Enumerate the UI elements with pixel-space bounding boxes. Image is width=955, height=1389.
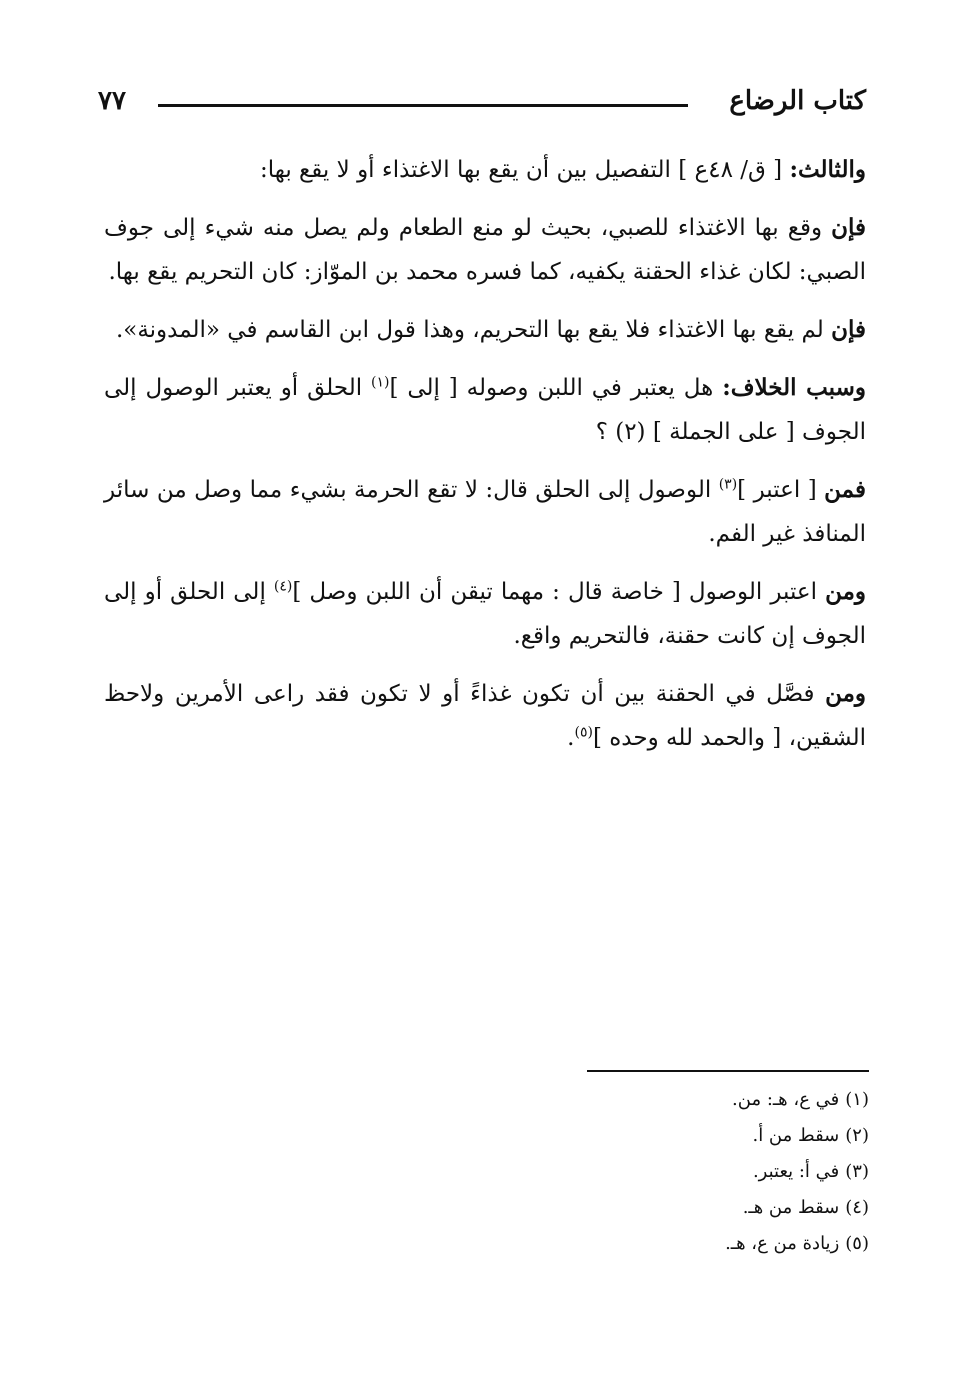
paragraph-tail: الوصول إلى الحلق قال: لا تقع الحرمة بشيء مما وصل من سائر المنافذ غير الفم.	[104, 477, 866, 547]
footnote-item	[469, 1082, 869, 1118]
paragraph-text: وقع بها الاغتذاء للصبي، بحيث لو منع الطعام ولم يصل منه شيء إلى جوف الصبي: لكان غذاء الحقنة يكفيه، كما فسره محمد بن الموّاز: كان التحريم يقع بها.	[104, 215, 866, 285]
paragraph-lead: ومن	[825, 680, 867, 707]
footnote-number: (٤)	[845, 1197, 869, 1218]
footnote-number: (٥)	[845, 1233, 869, 1254]
page-number: ٧٧	[98, 86, 126, 116]
paragraph	[104, 148, 866, 192]
paragraph	[104, 308, 866, 352]
footnotes	[469, 1082, 869, 1262]
paragraph	[104, 570, 866, 658]
paragraph	[104, 206, 866, 294]
paragraph-text: هل يعتبر في اللبن وصوله [ إلى ]	[389, 375, 723, 401]
paragraph-tail: .	[567, 725, 575, 751]
footnote-item	[469, 1190, 869, 1226]
paragraph-lead: فمن	[824, 476, 866, 503]
paragraph-text: لم يقع بها الاغتذاء فلا يقع بها التحريم، وهذا قول ابن القاسم في «المدونة».	[115, 317, 832, 343]
running-title: كتاب الرضاع	[729, 86, 866, 116]
footnote-marker: (١)	[371, 374, 390, 391]
paragraph-lead: وسبب الخلاف:	[722, 374, 866, 401]
paragraph-tail: الحلق أو يعتبر الوصول إلى الجوف [ على الجملة ] (٢) ؟	[104, 375, 866, 445]
paragraph-text: [ ق/ ٤٨ع ] التفصيل بين أن يقع بها الاغتذاء أو لا يقع بها:	[259, 157, 790, 183]
footnote-number: (١)	[845, 1089, 869, 1110]
footnote-number: (٣)	[845, 1161, 869, 1182]
paragraph-lead: والثالث:	[789, 156, 866, 183]
footnote-number: (٢)	[845, 1125, 869, 1146]
paragraph-lead: ومن	[825, 578, 867, 605]
footnote-text: في ع، هـ: من.	[732, 1089, 840, 1110]
footnote-marker: (٣)	[718, 476, 738, 493]
paragraph	[104, 672, 866, 760]
paragraph-tail: إلى الحلق أو إلى الجوف إن كانت حقنة، فالتحريم واقع.	[104, 579, 866, 649]
footnote-marker: (٤)	[273, 578, 293, 595]
paragraph-text: فصَّل في الحقنة بين أن تكون غذاءً أو لا تكون فقد راعى الأمرين ولاحظ الشقين، [ والحمد لله وحده ]	[104, 681, 866, 751]
main-text	[104, 148, 866, 774]
paragraph	[104, 366, 866, 454]
footnote-separator	[587, 1070, 869, 1072]
footnote-text: زيادة من ع، هـ.	[725, 1233, 840, 1254]
footnote-item	[469, 1154, 869, 1190]
header-rule	[158, 104, 688, 107]
footnote-text: في أ: يعتبر.	[752, 1161, 840, 1182]
paragraph	[104, 468, 866, 556]
footnote-text: سقط من أ.	[752, 1125, 840, 1146]
footnote-text: سقط من هـ.	[742, 1197, 840, 1218]
paragraph-lead: فإن	[831, 214, 866, 241]
page-header	[98, 82, 866, 122]
paragraph-lead: فإن	[831, 316, 866, 343]
paragraph-text: اعتبر الوصول [ خاصة قال : مهما تيقن أن اللبن وصل ]	[292, 579, 826, 605]
footnote-item	[469, 1118, 869, 1154]
footnote-item	[469, 1226, 869, 1262]
paragraph-text: [ اعتبر ]	[737, 477, 825, 503]
footnote-marker: (٥)	[574, 724, 593, 741]
